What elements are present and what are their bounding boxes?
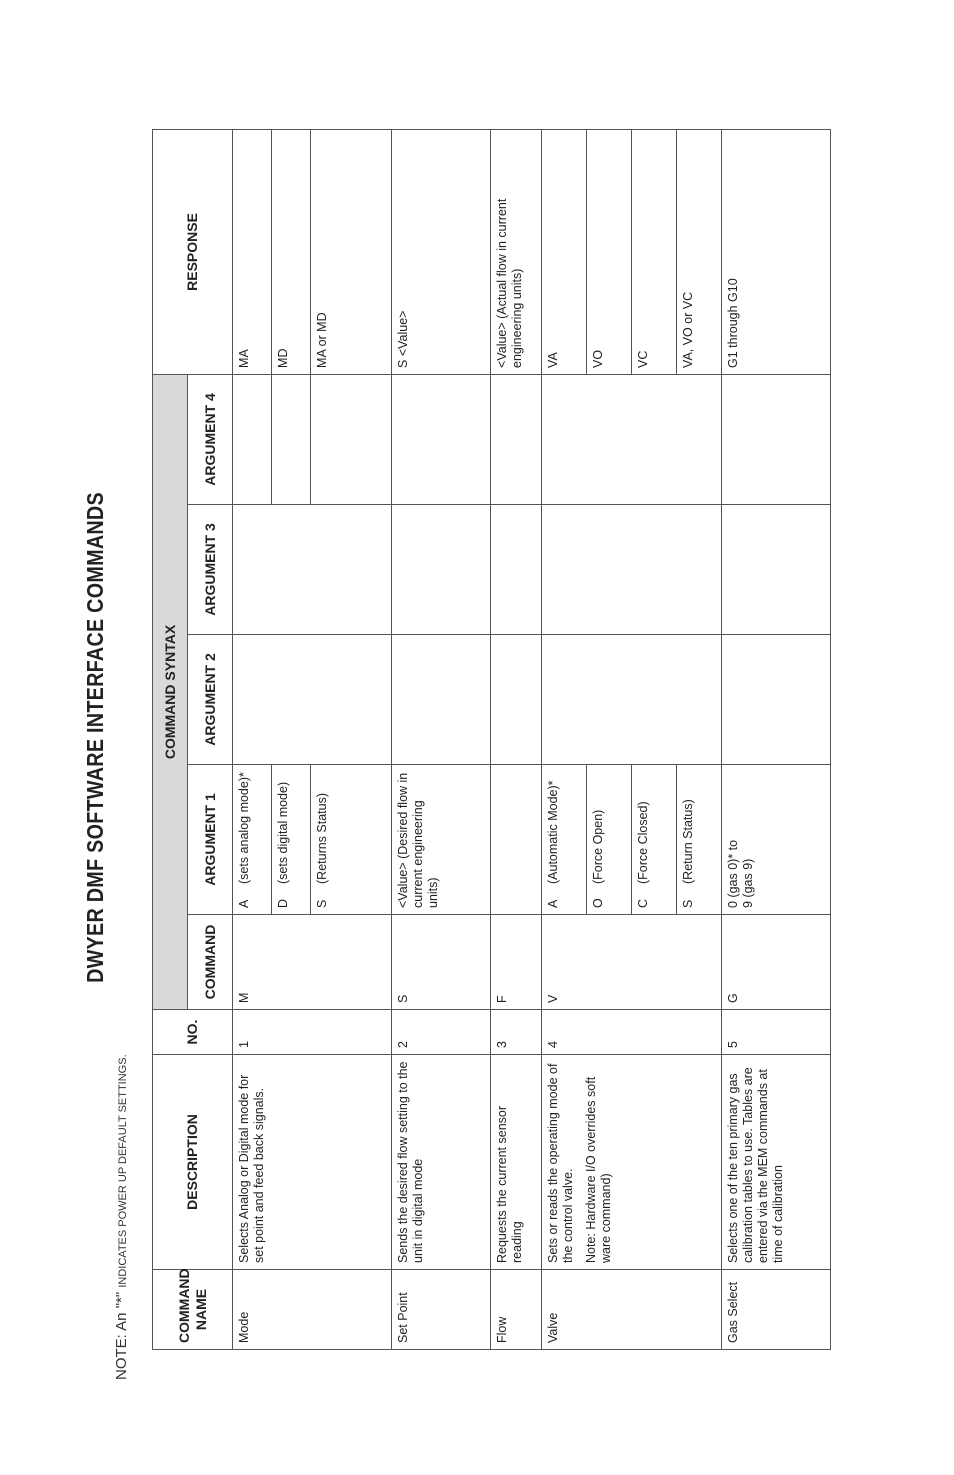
cell-arg1 <box>587 765 632 915</box>
default-settings-note <box>113 1054 130 1380</box>
arg-text: (Force Closed) <box>636 801 650 884</box>
commands-table <box>152 129 831 1350</box>
cell-arg1 <box>311 765 392 915</box>
arg-text: (Returns Status) <box>315 792 329 884</box>
header-command-name: COMMAND NAME <box>153 1270 233 1350</box>
cell-response: VA, VO or VC <box>677 129 722 374</box>
cell-arg2 <box>392 635 491 765</box>
arg-letter: S <box>681 899 695 908</box>
header-argument-2: ARGUMENT 2 <box>188 635 233 765</box>
cell-response: MA <box>233 129 272 374</box>
arg-letter: A <box>546 899 560 908</box>
table-row <box>392 129 491 1349</box>
document-title: DWYER DMF SOFTWARE INTERFACE COMMANDS <box>82 492 108 983</box>
header-argument-4: ARGUMENT 4 <box>188 374 233 504</box>
valve-description-text: Sets or reads the operating mode of the control valve. <box>546 1063 575 1263</box>
cell-arg2 <box>233 635 392 765</box>
cell-arg1-gas-select <box>722 765 831 915</box>
cell-arg3 <box>491 505 542 635</box>
cell-arg4 <box>722 374 831 504</box>
cell-command-valve: V <box>542 915 722 1010</box>
cell-arg1 <box>272 765 311 915</box>
cell-arg3 <box>542 505 722 635</box>
cell-response-flow: <Value> (Actual flow in current engineering units) <box>491 129 542 374</box>
cell-no-valve: 4 <box>542 1010 722 1055</box>
header-command-syntax: COMMAND SYNTAX <box>153 374 188 1009</box>
header-argument-1: ARGUMENT 1 <box>188 765 233 915</box>
table-row <box>491 129 542 1349</box>
cell-command-mode: M <box>233 915 392 1010</box>
cell-arg4 <box>233 374 272 504</box>
cell-description-gas-select: Selects one of the ten primary gas calibration tables to use. Tables are entered via the MEM commands at time of calibration <box>722 1055 831 1270</box>
cell-response: VA <box>542 129 587 374</box>
arg-text: (Return Status) <box>681 799 695 884</box>
header-command: COMMAND <box>188 915 233 1010</box>
header-description: DESCRIPTION <box>153 1055 233 1270</box>
cell-description-valve <box>542 1055 722 1270</box>
arg-text: (Automatic Mode)* <box>546 780 560 884</box>
cell-command-set-point: S <box>392 915 491 1010</box>
cell-name-gas-select: Gas Select <box>722 1270 831 1350</box>
cell-name-set-point: Set Point <box>392 1270 491 1350</box>
cell-arg3 <box>722 505 831 635</box>
cell-arg4 <box>272 374 311 504</box>
cell-response-set-point: S <Value> <box>392 129 491 374</box>
cell-arg1 <box>632 765 677 915</box>
cell-name-valve: Valve <box>542 1270 722 1350</box>
gas-arg-line-2: 9 (gas 9) <box>741 858 755 908</box>
cell-description-set-point: Sends the desired flow setting to the unit in digital mode <box>392 1055 491 1270</box>
cell-arg2 <box>542 635 722 765</box>
arg-letter: C <box>636 898 650 908</box>
arg-text: (sets digital mode) <box>276 781 290 884</box>
cell-response: VC <box>632 129 677 374</box>
header-argument-3: ARGUMENT 3 <box>188 505 233 635</box>
cell-response: MD <box>272 129 311 374</box>
note-prefix: NOTE: An "*" <box>113 1291 130 1380</box>
cell-arg2 <box>491 635 542 765</box>
table-row <box>542 129 587 1349</box>
cell-response-gas-select: G1 through G10 <box>722 129 831 374</box>
cell-description-flow: Requests the current sensor reading <box>491 1055 542 1270</box>
cell-no-gas-select: 5 <box>722 1010 831 1055</box>
cell-no-mode: 1 <box>233 1010 392 1055</box>
valve-description-note: Note: Hardware I/O overrides soft ware command) <box>584 1076 613 1263</box>
arg-text: (Force Open) <box>591 809 605 884</box>
cell-response: MA or MD <box>311 129 392 374</box>
cell-no-set-point: 2 <box>392 1010 491 1055</box>
cell-arg4 <box>491 374 542 504</box>
cell-description-mode: Selects Analog or Digital mode for set point and feed back signals. <box>233 1055 392 1270</box>
cell-name-flow: Flow <box>491 1270 542 1350</box>
table-row <box>722 129 831 1349</box>
arg-letter: S <box>315 899 329 908</box>
cell-arg1-set-point: <Value> (Desired flow in current engineering units) <box>392 765 491 915</box>
note-text: INDICATES POWER UP DEFAULT SETTINGS. <box>117 1054 129 1288</box>
header-no: NO. <box>153 1010 233 1055</box>
cell-arg4 <box>542 374 722 504</box>
cell-no-flow: 3 <box>491 1010 542 1055</box>
cell-arg3 <box>392 505 491 635</box>
cell-arg4 <box>311 374 392 504</box>
cell-arg1 <box>542 765 587 915</box>
arg-letter: D <box>276 898 290 908</box>
arg-letter: A <box>237 899 251 908</box>
arg-text: (sets analog mode)* <box>237 772 251 884</box>
cell-response: VO <box>587 129 632 374</box>
cell-arg2 <box>722 635 831 765</box>
header-response: RESPONSE <box>153 129 233 374</box>
cell-arg1 <box>677 765 722 915</box>
cell-arg1 <box>233 765 272 915</box>
cell-arg4 <box>392 374 491 504</box>
table-row <box>233 129 272 1349</box>
cell-arg3 <box>233 505 392 635</box>
arg-letter: O <box>591 898 605 908</box>
cell-command-flow: F <box>491 915 542 1010</box>
gas-arg-line-1: 0 (gas 0)* to <box>726 839 740 908</box>
cell-name-mode: Mode <box>233 1270 392 1350</box>
cell-command-gas-select: G <box>722 915 831 1010</box>
cell-arg1 <box>491 765 542 915</box>
